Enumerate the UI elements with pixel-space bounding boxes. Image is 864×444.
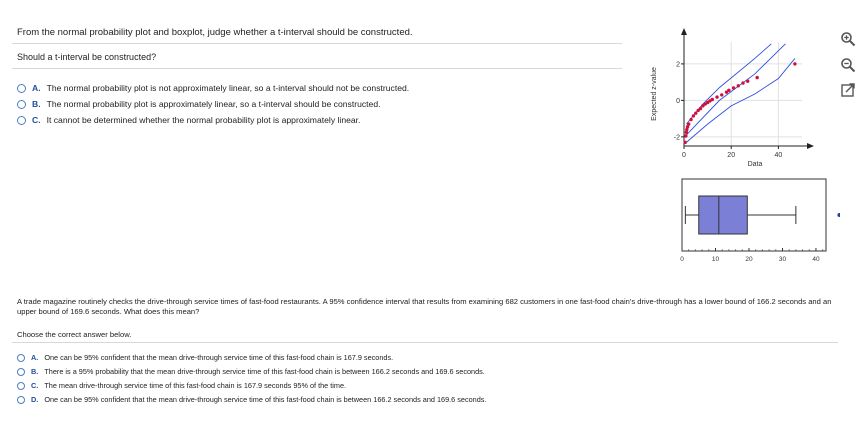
data-point	[746, 80, 749, 83]
y-axis-arrow	[681, 28, 687, 35]
q1-option-c[interactable]: C. It cannot be determined whether the normal probability plot is approximately linear.	[17, 115, 360, 125]
zoom-out-icon[interactable]	[840, 57, 856, 73]
x-tick-label: 40	[812, 256, 820, 263]
data-point	[683, 141, 686, 144]
radio-button[interactable]	[17, 382, 25, 390]
data-point	[720, 93, 723, 96]
data-point	[793, 62, 796, 65]
outlier-point	[837, 213, 840, 217]
open-external-icon[interactable]	[840, 82, 856, 98]
radio-button[interactable]	[17, 368, 25, 376]
boxplot-area	[680, 179, 840, 263]
radio-button[interactable]	[17, 354, 25, 362]
data-point	[692, 114, 695, 117]
zoom-in-icon[interactable]	[840, 31, 856, 47]
x-tick-label: 40	[774, 152, 783, 159]
divider	[12, 68, 622, 69]
x-tick-label: 0	[680, 256, 684, 263]
boxplot	[670, 175, 840, 270]
x-tick-label: 10	[711, 256, 720, 263]
q2-option-b[interactable]: B. There is a 95% probability that the mean drive-through service time of this fast-food chain is between 166.2 seconds and 169.6 seconds.	[17, 367, 485, 376]
box	[699, 196, 748, 234]
data-point	[755, 76, 758, 79]
data-point	[684, 134, 687, 137]
q1-option-b[interactable]: B. The normal probability plot is approximately linear, so a t-interval should be constructed.	[17, 99, 381, 109]
q1-option-a[interactable]: A. The normal probability plot is not approximately linear, so a t-interval should not be constructed.	[17, 83, 409, 93]
data-point	[689, 118, 692, 121]
data-point	[741, 81, 744, 84]
data-point	[694, 111, 697, 114]
radio-button[interactable]	[17, 396, 25, 404]
x-axis-label: Data	[747, 161, 763, 168]
question-1-title: From the normal probability plot and boxplot, judge whether a t-interval should be constructed.	[17, 27, 413, 38]
radio-button[interactable]	[17, 100, 26, 109]
data-point	[711, 98, 714, 101]
question-2-stem: A trade magazine routinely checks the drive-through service times of fast-food restaurants. A 95% confidence interval that results from examining 682 customers in one fast-food chain's drive-through has a lower bound of 166.2 seconds and an upper bound of 169.6 seconds. What does this mean?	[17, 297, 832, 316]
band-center-line	[686, 44, 785, 135]
x-tick-label: 20	[727, 152, 736, 159]
y-tick-label: 0	[676, 97, 680, 105]
q2-option-c[interactable]: C. The mean drive-through service time of this fast-food chain is 167.9 seconds 95% of the time.	[17, 381, 346, 390]
radio-button[interactable]	[17, 84, 26, 93]
data-point	[737, 84, 740, 87]
data-point	[732, 86, 735, 89]
divider	[12, 342, 838, 343]
q2-option-a[interactable]: A. One can be 95% confident that the mean drive-through service time of this fast-food chain is 167.9 seconds.	[17, 353, 393, 362]
data-point	[687, 122, 690, 125]
band-upper-line	[686, 44, 771, 124]
normal-probability-plot	[640, 20, 830, 168]
q2-option-d[interactable]: D. One can be 95% confident that the mean drive-through service time of this fast-food chain is between 166.2 seconds and 169.6 seconds.	[17, 395, 486, 404]
x-tick-label: 20	[745, 256, 753, 263]
data-point	[699, 107, 702, 110]
data-point	[715, 95, 718, 98]
y-axis-label: Expected z-value	[651, 67, 658, 121]
y-tick-label: 2	[676, 61, 680, 69]
npp-plot-area	[651, 28, 814, 168]
divider	[12, 43, 622, 44]
x-tick-label: 30	[778, 256, 787, 263]
question-1-prompt: Should a t-interval be constructed?	[17, 52, 157, 62]
radio-button[interactable]	[17, 116, 26, 125]
x-axis-arrow	[807, 143, 814, 149]
x-tick-label: 0	[682, 152, 686, 159]
data-point	[727, 89, 730, 92]
question-2-instruction: Choose the correct answer below.	[17, 330, 132, 339]
y-tick-label: -2	[673, 134, 680, 142]
